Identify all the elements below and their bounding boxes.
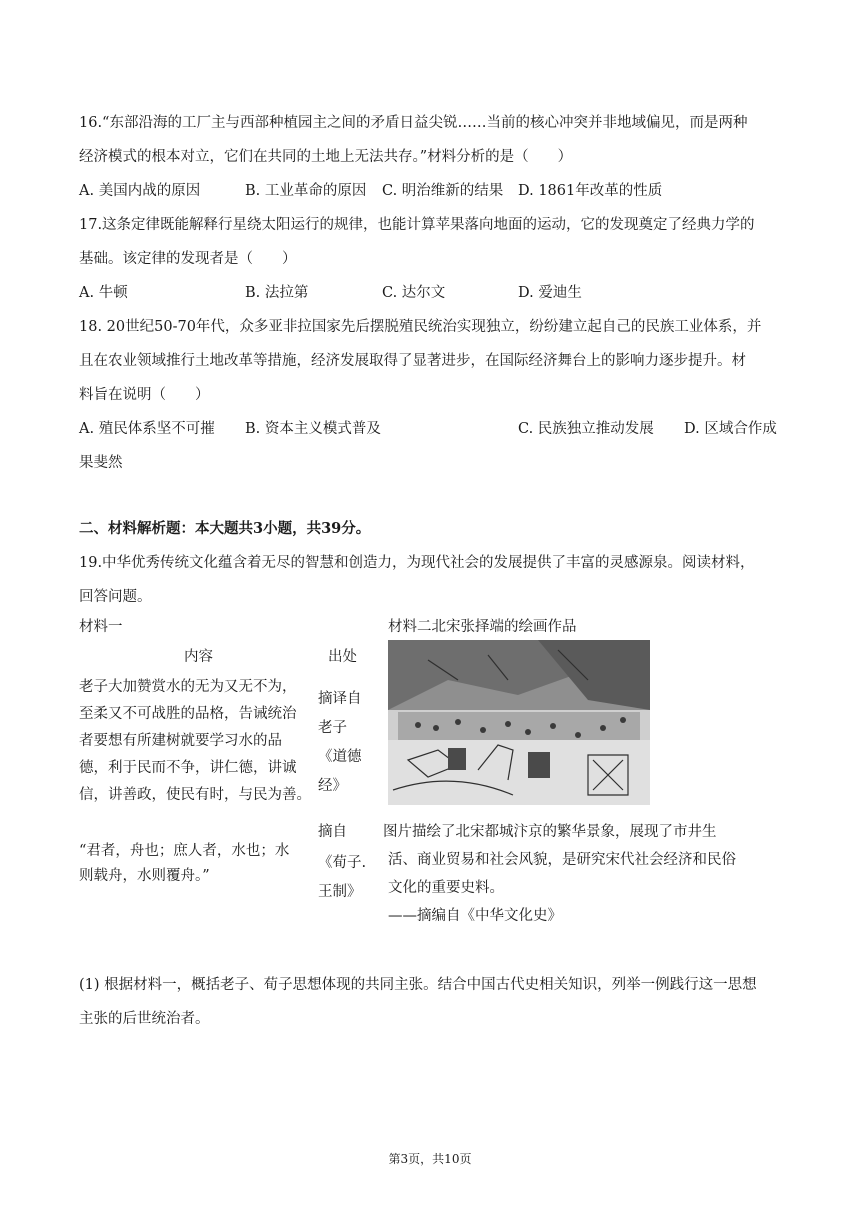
material1-row1-source-line: 老子 — [318, 720, 347, 736]
q17-option-a: A. 牛顿 — [79, 285, 128, 301]
material1-row1-source-line: 《道德 — [318, 749, 362, 765]
material1-row2-source-line: 摘自 — [318, 824, 347, 840]
material2-citation: ——摘编自《中华文化史》 — [388, 908, 562, 924]
q18-option-d: D. 区域合作成 — [684, 421, 777, 437]
material1-row2-line: “君者，舟也；庶人者，水也；水 — [79, 843, 290, 859]
q17-stem-line2: 基础。该定律的发现者是（ ） — [79, 251, 297, 267]
q16-option-a: A. 美国内战的原因 — [79, 183, 201, 199]
material1-row1-source-line: 摘译自 — [318, 691, 362, 707]
material1-row1-line: 信，讲善政，使民有时，与民为善。 — [79, 787, 311, 803]
q17-option-c: C. 达尔文 — [382, 285, 446, 301]
material2-caption-line: 文化的重要史料。 — [388, 880, 504, 896]
q16-stem-line1: 16.“东部沿海的工厂主与西部种植园主之间的矛盾日益尖锐……当前的核心冲突并非地域偏见，而是两种 — [79, 115, 748, 131]
q18-option-d-tail: 果斐然 — [79, 455, 123, 471]
q16-stem-line2: 经济模式的根本对立，它们在共同的土地上无法共存。”材料分析的是（ ） — [79, 149, 573, 165]
material1-row2-source-line: 王制》 — [318, 884, 362, 900]
q19-stem-line2: 回答问题。 — [79, 589, 152, 605]
q18-option-a: A. 殖民体系坚不可摧 — [79, 421, 215, 437]
material1-row1-line: 德，利于民而不争，讲仁德，讲诚 — [79, 760, 297, 776]
q16-option-c: C. 明治维新的结果 — [382, 183, 504, 199]
q18-stem-line1: 18. 20世纪50-70年代，众多亚非拉国家先后摆脱殖民统治实现独立，纷纷建立起自己的民族工业体系，并 — [79, 319, 762, 335]
material1-row1-line: 老子大加赞赏水的无为又无不为， — [79, 679, 297, 695]
material1-row2-source-line: 《荀子. — [318, 855, 367, 871]
q18-option-b: B. 资本主义模式普及 — [245, 421, 381, 437]
q18-stem-line2: 且在农业领域推行土地改革等措施，经济发展取得了显著进步，在国际经济舞台上的影响力逐步提升。材 — [79, 353, 746, 369]
q19-stem-line1: 19.中华优秀传统文化蕴含着无尽的智慧和创造力，为现代社会的发展提供了丰富的灵感源泉。阅读材料， — [79, 555, 755, 571]
q17-option-b: B. 法拉第 — [245, 285, 309, 301]
q17-stem-line1: 17.这条定律既能解释行星绕太阳运行的规律，也能计算苹果落向地面的运动，它的发现奠定了经典力学的 — [79, 217, 755, 233]
q17-option-d: D. 爱迪生 — [518, 285, 582, 301]
q16-option-d: D. 1861年改革的性质 — [518, 183, 663, 199]
q16-option-b: B. 工业革命的原因 — [245, 183, 367, 199]
material2-label: 材料二北宋张择端的绘画作品 — [388, 619, 577, 635]
material1-row1-line: 者要想有所建树就要学习水的品 — [79, 733, 282, 749]
material2-caption-line: 活、商业贸易和社会风貌，是研究宋代社会经济和民俗 — [388, 852, 736, 868]
material2-caption-line: 图片描绘了北宋都城汴京的繁华景象，展现了市井生 — [383, 824, 717, 840]
section-heading: 二、材料解析题：本大题共3小题，共39分。 — [79, 520, 371, 537]
q18-stem-line3: 料旨在说明（ ） — [79, 387, 210, 403]
page-number: 第3页，共10页 — [388, 1152, 472, 1166]
q19-sub1-line2: 主张的后世统治者。 — [79, 1011, 210, 1027]
song-dynasty-painting-image — [388, 640, 650, 805]
material1-header-source: 出处 — [328, 649, 357, 665]
material1-header-content: 内容 — [184, 649, 213, 665]
material1-row1-line: 至柔又不可战胜的品格，告诫统治 — [79, 706, 297, 722]
material1-row1-source-line: 经》 — [318, 778, 347, 794]
q19-sub1-line1: (1) 根据材料一，概括老子、荀子思想体现的共同主张。结合中国古代史相关知识，列举一例践行这一思想 — [79, 977, 757, 993]
material1-label: 材料一 — [79, 619, 123, 635]
q18-option-c: C. 民族独立推动发展 — [518, 421, 654, 437]
material1-row2-line: 则载舟，水则覆舟。” — [79, 868, 210, 884]
